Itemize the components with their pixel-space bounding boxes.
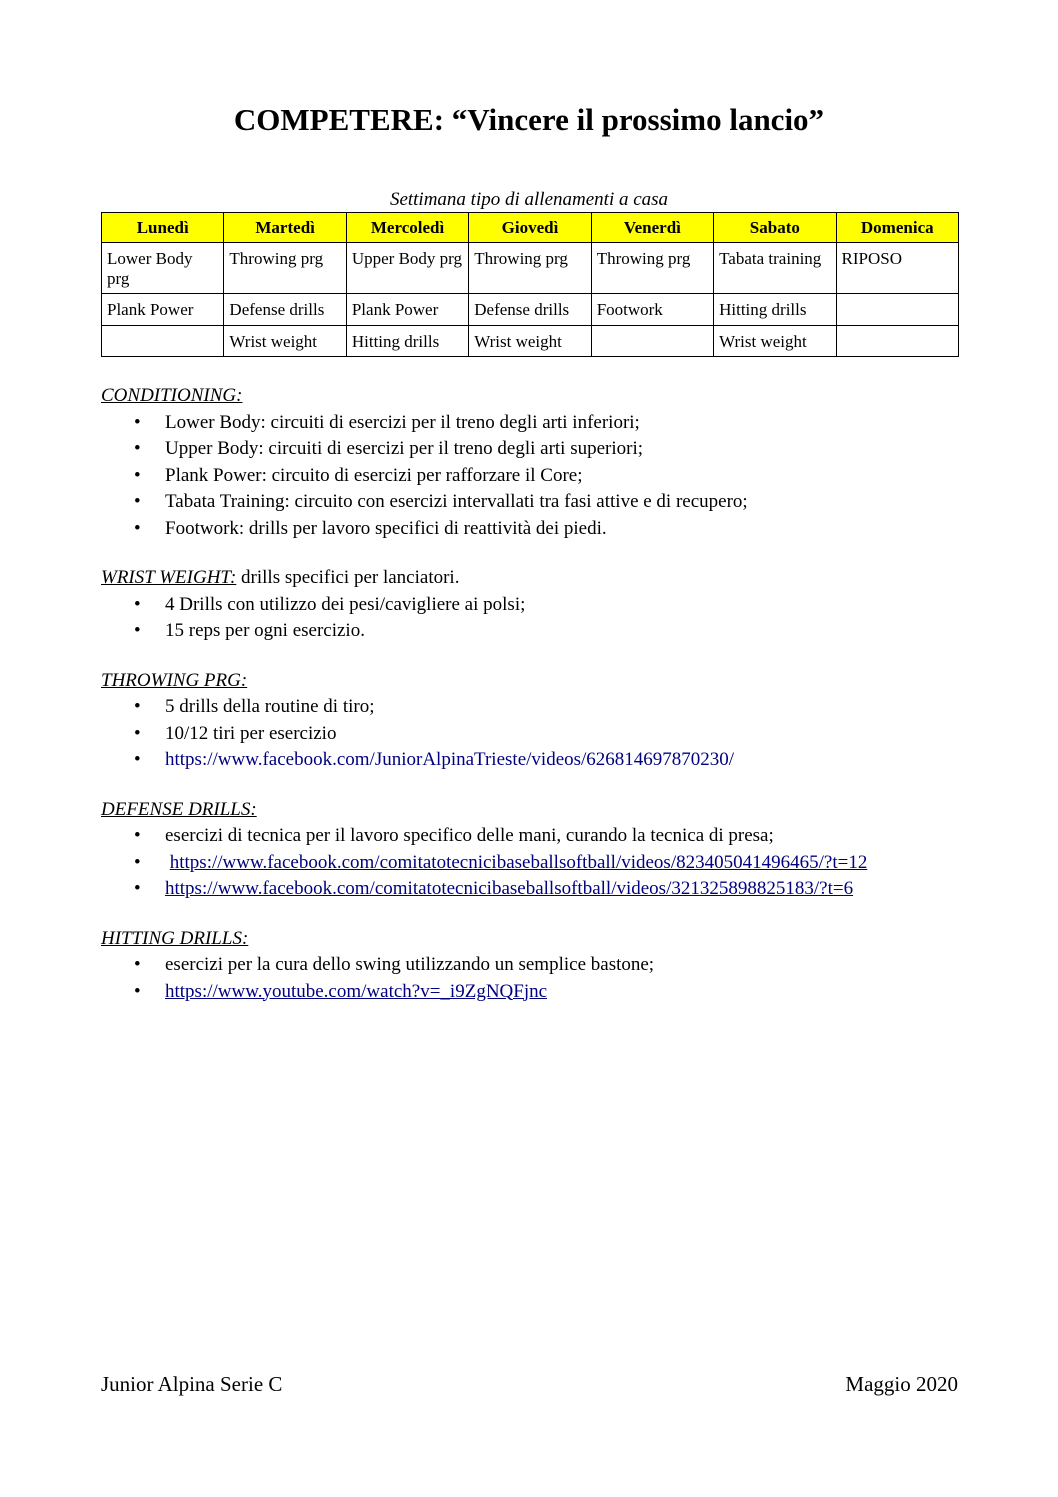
list-item: • Footwork: drills per lavoro specifici di reattività dei piedi. bbox=[101, 516, 981, 543]
table-cell: Wrist weight bbox=[469, 326, 591, 357]
list-item: • esercizi di tecnica per il lavoro specifico delle mani, curando la tecnica di presa; bbox=[101, 823, 981, 850]
table-cell: Wrist weight bbox=[714, 326, 836, 357]
conditioning-heading-label: CONDITIONING: bbox=[101, 385, 243, 406]
hitting-section bbox=[101, 926, 981, 1006]
defense-heading-label: DEFENSE DRILLS: bbox=[101, 798, 257, 820]
table-cell: Defense drills bbox=[224, 294, 346, 326]
footer-team-name: Junior Alpina Serie C bbox=[101, 1372, 283, 1396]
table-cell: Plank Power bbox=[102, 294, 224, 326]
list-item bbox=[101, 979, 981, 1006]
wrist-weight-list bbox=[101, 592, 981, 645]
header-venerdi: Venerdì bbox=[591, 213, 713, 243]
throwing-list bbox=[101, 694, 981, 774]
page-title: COMPETERE: “Vincere il prossimo lancio” bbox=[233, 102, 825, 137]
wrist-weight-description: drills specifici per lanciatori. bbox=[236, 567, 460, 588]
table-cell: Tabata training bbox=[714, 243, 836, 294]
defense-heading bbox=[101, 797, 981, 824]
document-body bbox=[101, 383, 981, 1028]
defense-video-link-2[interactable]: https://www.facebook.com/comitatotecnicibaseballsoftball/videos/321325898825183/?t=6 bbox=[165, 878, 854, 899]
table-cell: Plank Power bbox=[346, 294, 468, 326]
throwing-heading-label: THROWING PRG: bbox=[101, 669, 248, 691]
list-item: • Upper Body: circuiti di esercizi per il treno degli arti superiori; bbox=[101, 436, 981, 463]
table-cell: RIPOSO bbox=[836, 243, 958, 294]
defense-list bbox=[101, 823, 981, 903]
header-lunedi: Lunedì bbox=[102, 213, 224, 243]
table-cell: Wrist weight bbox=[224, 326, 346, 357]
header-martedi: Martedì bbox=[224, 213, 346, 243]
table-cell: Upper Body prg bbox=[346, 243, 468, 294]
table-cell: Throwing prg bbox=[469, 243, 591, 294]
table-cell bbox=[836, 294, 958, 326]
list-item: • 5 drills della routine di tiro; bbox=[101, 694, 981, 721]
list-item: • Lower Body: circuiti di esercizi per il treno degli arti inferiori; bbox=[101, 410, 981, 437]
table-row bbox=[102, 294, 959, 326]
list-item bbox=[101, 747, 981, 774]
conditioning-section bbox=[101, 383, 981, 542]
list-item bbox=[101, 850, 981, 877]
table-cell bbox=[591, 326, 713, 357]
header-sabato: Sabato bbox=[714, 213, 836, 243]
weekly-schedule-table bbox=[101, 212, 959, 357]
wrist-weight-section bbox=[101, 565, 981, 645]
table-cell: Hitting drills bbox=[714, 294, 836, 326]
list-item: • 15 reps per ogni esercizio. bbox=[101, 618, 981, 645]
defense-video-link-1[interactable]: https://www.facebook.com/comitatotecnicibaseballsoftball/videos/823405041496465/?t=12 bbox=[169, 851, 868, 873]
table-caption: Settimana tipo di allenamenti a casa bbox=[389, 189, 669, 210]
list-item bbox=[101, 876, 981, 903]
list-item: • 4 Drills con utilizzo dei pesi/cavigliere ai polsi; bbox=[101, 592, 981, 619]
throwing-section bbox=[101, 668, 981, 774]
header-giovedi: Giovedì bbox=[469, 213, 591, 243]
list-item: • esercizi per la cura dello swing utilizzando un semplice bastone; bbox=[101, 952, 981, 979]
hitting-video-link[interactable]: https://www.youtube.com/watch?v=_i9ZgNQFjnc bbox=[165, 980, 548, 1002]
conditioning-heading bbox=[101, 383, 981, 410]
table-cell: Throwing prg bbox=[224, 243, 346, 294]
list-item: • Tabata Training: circuito con esercizi intervallati tra fasi attive e di recupero; bbox=[101, 489, 981, 516]
table-cell bbox=[102, 326, 224, 357]
defense-section bbox=[101, 797, 981, 903]
hitting-heading-label: HITTING DRILLS: bbox=[101, 927, 249, 949]
wrist-weight-heading-label: WRIST WEIGHT: bbox=[101, 567, 237, 588]
list-item: • 10/12 tiri per esercizio bbox=[101, 721, 981, 748]
hitting-list bbox=[101, 952, 981, 1005]
table-header-row bbox=[102, 213, 959, 243]
footer-date: Maggio 2020 bbox=[845, 1372, 958, 1396]
table-cell bbox=[836, 326, 958, 357]
wrist-weight-heading bbox=[101, 565, 981, 592]
throwing-video-link[interactable]: https://www.facebook.com/JuniorAlpinaTrieste/videos/626814697870230/ bbox=[165, 749, 735, 770]
hitting-heading bbox=[101, 926, 981, 953]
table-cell: Throwing prg bbox=[591, 243, 713, 294]
table-row bbox=[102, 243, 959, 294]
table-cell: Lower Body prg bbox=[102, 243, 224, 294]
table-cell: Defense drills bbox=[469, 294, 591, 326]
conditioning-list bbox=[101, 410, 981, 543]
throwing-heading bbox=[101, 668, 981, 695]
table-row bbox=[102, 326, 959, 357]
table-cell: Footwork bbox=[591, 294, 713, 326]
header-mercoledi: Mercoledì bbox=[346, 213, 468, 243]
table-cell: Hitting drills bbox=[346, 326, 468, 357]
header-domenica: Domenica bbox=[836, 213, 958, 243]
list-item: • Plank Power: circuito di esercizi per rafforzare il Core; bbox=[101, 463, 981, 490]
